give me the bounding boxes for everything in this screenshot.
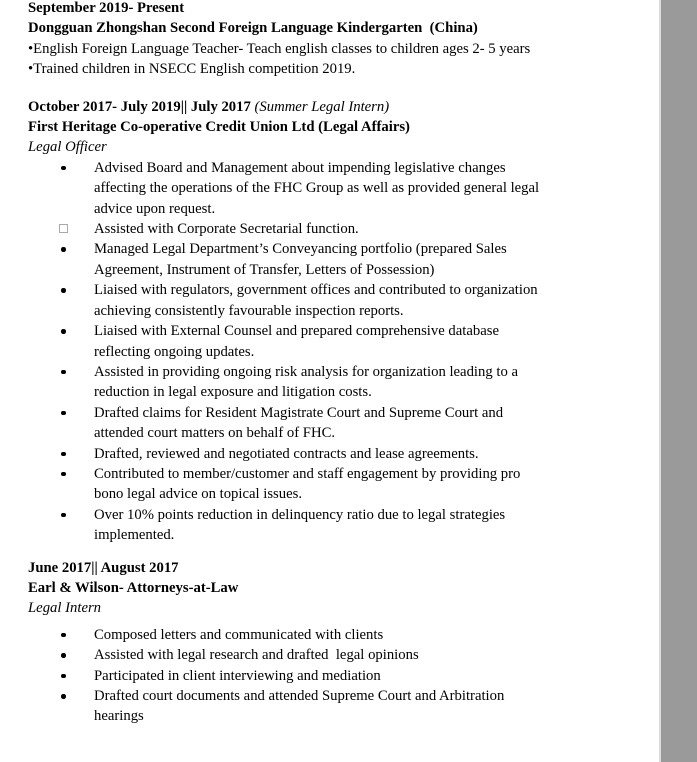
- bullet-item: [28, 686, 633, 727]
- experience-entry-fhc: [28, 97, 633, 546]
- bullet-item: [28, 505, 633, 546]
- disc-bullet-icon: [61, 674, 66, 679]
- bullet-text-line: affecting the operations of the FHC Group as well as provided general legal: [94, 180, 540, 197]
- disc-bullet-icon: [61, 472, 66, 477]
- bullet-item: [28, 464, 633, 505]
- bullet-item: [28, 403, 633, 444]
- bullet-text-line: Participated in client interviewing and mediation: [94, 667, 381, 684]
- bullet-text-line: Drafted court documents and attended Supreme Court and Arbitration: [94, 688, 505, 704]
- entry-bullet-list: [28, 625, 633, 727]
- bullet-item: [28, 645, 633, 665]
- bullet-text-line: Managed Legal Department’s Conveyancing portfolio (prepared Sales: [94, 241, 507, 258]
- bullet-item: [28, 219, 633, 239]
- bullet-item: [28, 239, 633, 280]
- entry-organization: Dongguan Zhongshan Second Foreign Language Kindergarten (China): [28, 20, 478, 37]
- bullet-item: [28, 158, 633, 219]
- bullet-text-line: Contributed to member/customer and staff engagement by providing pro: [94, 465, 521, 482]
- entry-date-bold: October 2017- July 2019|| July 2017: [28, 98, 255, 115]
- bullet-text-line: achieving consistently favourable inspection reports.: [94, 302, 404, 319]
- bullet-item: [28, 362, 633, 403]
- disc-bullet-icon: [61, 452, 66, 457]
- bullet-item: [28, 280, 633, 321]
- disc-bullet-icon: [61, 411, 66, 416]
- entry-detail-line: •English Foreign Language Teacher- Teach english classes to children ages 2- 5 years: [28, 40, 531, 57]
- entry-date-range: [28, 97, 633, 117]
- entry-detail-line: •Trained children in NSECC English competition 2019.: [28, 61, 356, 78]
- disc-bullet-icon: [61, 166, 66, 171]
- bullet-text-line: Liaised with External Counsel and prepared comprehensive database: [94, 323, 499, 340]
- bullet-text-line: Liaised with regulators, government offices and contributed to organization: [94, 282, 538, 299]
- disc-bullet-icon: [61, 653, 66, 658]
- bullet-text-line: reflecting ongoing updates.: [94, 343, 255, 360]
- bullet-item: [28, 444, 633, 464]
- entry-date-range: September 2019- Present: [28, 0, 185, 16]
- disc-bullet-icon: [61, 694, 66, 699]
- entry-organization: Earl & Wilson- Attorneys-at-Law: [28, 579, 239, 596]
- disc-bullet-icon: [61, 288, 66, 293]
- square-box-bullet-icon: [59, 224, 68, 233]
- disc-bullet-icon: [61, 329, 66, 334]
- entry-bullet-list: [28, 158, 633, 546]
- disc-bullet-icon: [61, 370, 66, 375]
- entry-date-range: June 2017|| August 2017: [28, 559, 179, 576]
- bullet-text-line: Assisted in providing ongoing risk analysis for organization leading to a: [94, 363, 518, 380]
- bullet-text-line: hearings: [94, 708, 144, 725]
- bullet-text-line: Drafted claims for Resident Magistrate Court and Supreme Court and: [94, 404, 504, 421]
- page-edge-gutter: [659, 0, 697, 762]
- entry-role: Legal Officer: [28, 139, 107, 156]
- bullet-text-line: Assisted with Corporate Secretarial function.: [94, 221, 359, 238]
- bullet-text-line: Over 10% points reduction in delinquency ratio due to legal strategies: [94, 506, 506, 523]
- bullet-item: [28, 666, 633, 686]
- bullet-item: [28, 321, 633, 362]
- experience-entry-earl-wilson: [28, 558, 633, 727]
- bullet-text-line: attended court matters on behalf of FHC.: [94, 425, 336, 442]
- disc-bullet-icon: [61, 247, 66, 252]
- bullet-text-line: implemented.: [94, 527, 175, 544]
- bullet-text-line: Composed letters and communicated with clients: [94, 626, 384, 643]
- bullet-text-line: reduction in legal exposure and litigation costs.: [94, 384, 372, 401]
- disc-bullet-icon: [61, 633, 66, 638]
- bullet-item: [28, 625, 633, 645]
- experience-entry-kindergarten: [28, 0, 633, 80]
- disc-bullet-icon: [61, 513, 66, 518]
- entry-date-note: (Summer Legal Intern): [254, 98, 390, 115]
- bullet-text-line: advice upon request.: [94, 200, 216, 217]
- bullet-text-line: Advised Board and Management about impending legislative changes: [94, 159, 506, 176]
- bullet-text-line: Drafted, reviewed and negotiated contracts and lease agreements.: [94, 445, 479, 462]
- bullet-text-line: Assisted with legal research and drafted legal opinions: [94, 647, 419, 664]
- entry-organization: First Heritage Co-operative Credit Union Ltd (Legal Affairs): [28, 119, 410, 136]
- entry-role: Legal Intern: [28, 600, 102, 617]
- bullet-text-line: Agreement, Instrument of Transfer, Letters of Possession): [94, 261, 435, 278]
- bullet-text-line: bono legal advice on topical issues.: [94, 486, 303, 503]
